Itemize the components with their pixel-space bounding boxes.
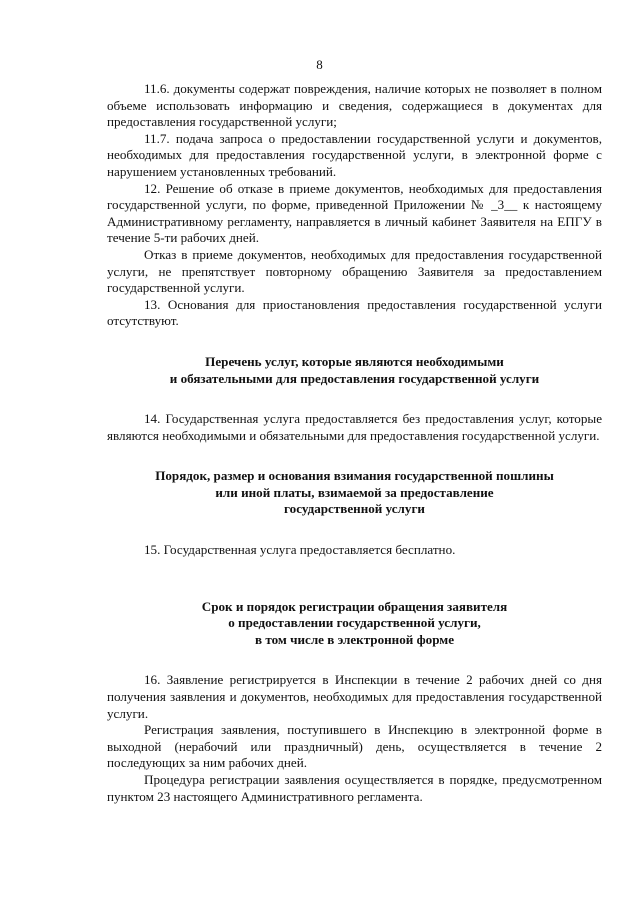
paragraph-16-registration: Регистрация заявления, поступившего в Инспекцию в электронной форме в выходной (нерабочий или праздничный) день, осуществляется в течение 2 последующих за ним рабочих дней. <box>107 722 602 771</box>
heading-line: в том числе в электронной форме <box>254 631 455 647</box>
heading-line: Перечень услуг, которые являются необходимыми <box>205 353 504 369</box>
heading-line: Порядок, размер и основания взимания государственной пошлины <box>155 468 554 484</box>
page-content <box>107 81 602 805</box>
page-number: 8 <box>316 57 323 72</box>
heading-fee <box>107 468 602 518</box>
paragraph-13: 13. Основания для приостановления предоставления государственной услуги отсутствуют. <box>107 296 602 329</box>
paragraph-12: 12. Решение об отказе в приеме документов, необходимых для предоставления государственной услуги, по форме, приведенной Приложении № _3__ к настоящему Административному регламенту, направляется в личный кабинет Заявителя на ЕПГУ в течение 5-ти рабочих дней. <box>107 180 602 246</box>
paragraph-11-7: 11.7. подача запроса о предоставлении государственной услуги и документов, необходимых для предоставления государственной услуги, в электронной форме с нарушением установленных требований. <box>107 130 602 179</box>
heading-line: Срок и порядок регистрации обращения заявителя <box>201 598 508 614</box>
paragraph-16: 16. Заявление регистрируется в Инспекции в течение 2 рабочих дней со дня получения заявления и документов, необходимых для предоставления государственной услуги. <box>107 672 602 721</box>
heading-required-services <box>107 354 602 387</box>
heading-line: государственной услуги <box>284 501 425 517</box>
paragraph-15: 15. Государственная услуга предоставляется бесплатно. <box>144 542 456 558</box>
heading-line: или иной платы, взимаемой за предоставление <box>215 484 494 500</box>
paragraph-12-refusal: Отказ в приеме документов, необходимых для предоставления государственной услуги, не препятствует повторному обращению Заявителя за предоставлением государственной услуги. <box>107 246 602 296</box>
heading-registration <box>107 599 602 649</box>
paragraph-16-procedure: Процедура регистрации заявления осуществляется в порядке, предусмотренном пунктом 23 настоящего Административного регламента. <box>107 772 602 804</box>
paragraph-11-6: 11.6. документы содержат повреждения, наличие которых не позволяет в полном объеме использовать информацию и сведения, содержащиеся в документах для предоставления государственной услуги; <box>107 81 602 130</box>
paragraph-14: 14. Государственная услуга предоставляется без предоставления услуг, которые являются необходимыми и обязательными для предоставления государственной услуги. <box>107 411 602 443</box>
heading-line: и обязательными для предоставления государственной услуги <box>169 370 540 386</box>
heading-line: о предоставлении государственной услуги, <box>228 615 481 631</box>
